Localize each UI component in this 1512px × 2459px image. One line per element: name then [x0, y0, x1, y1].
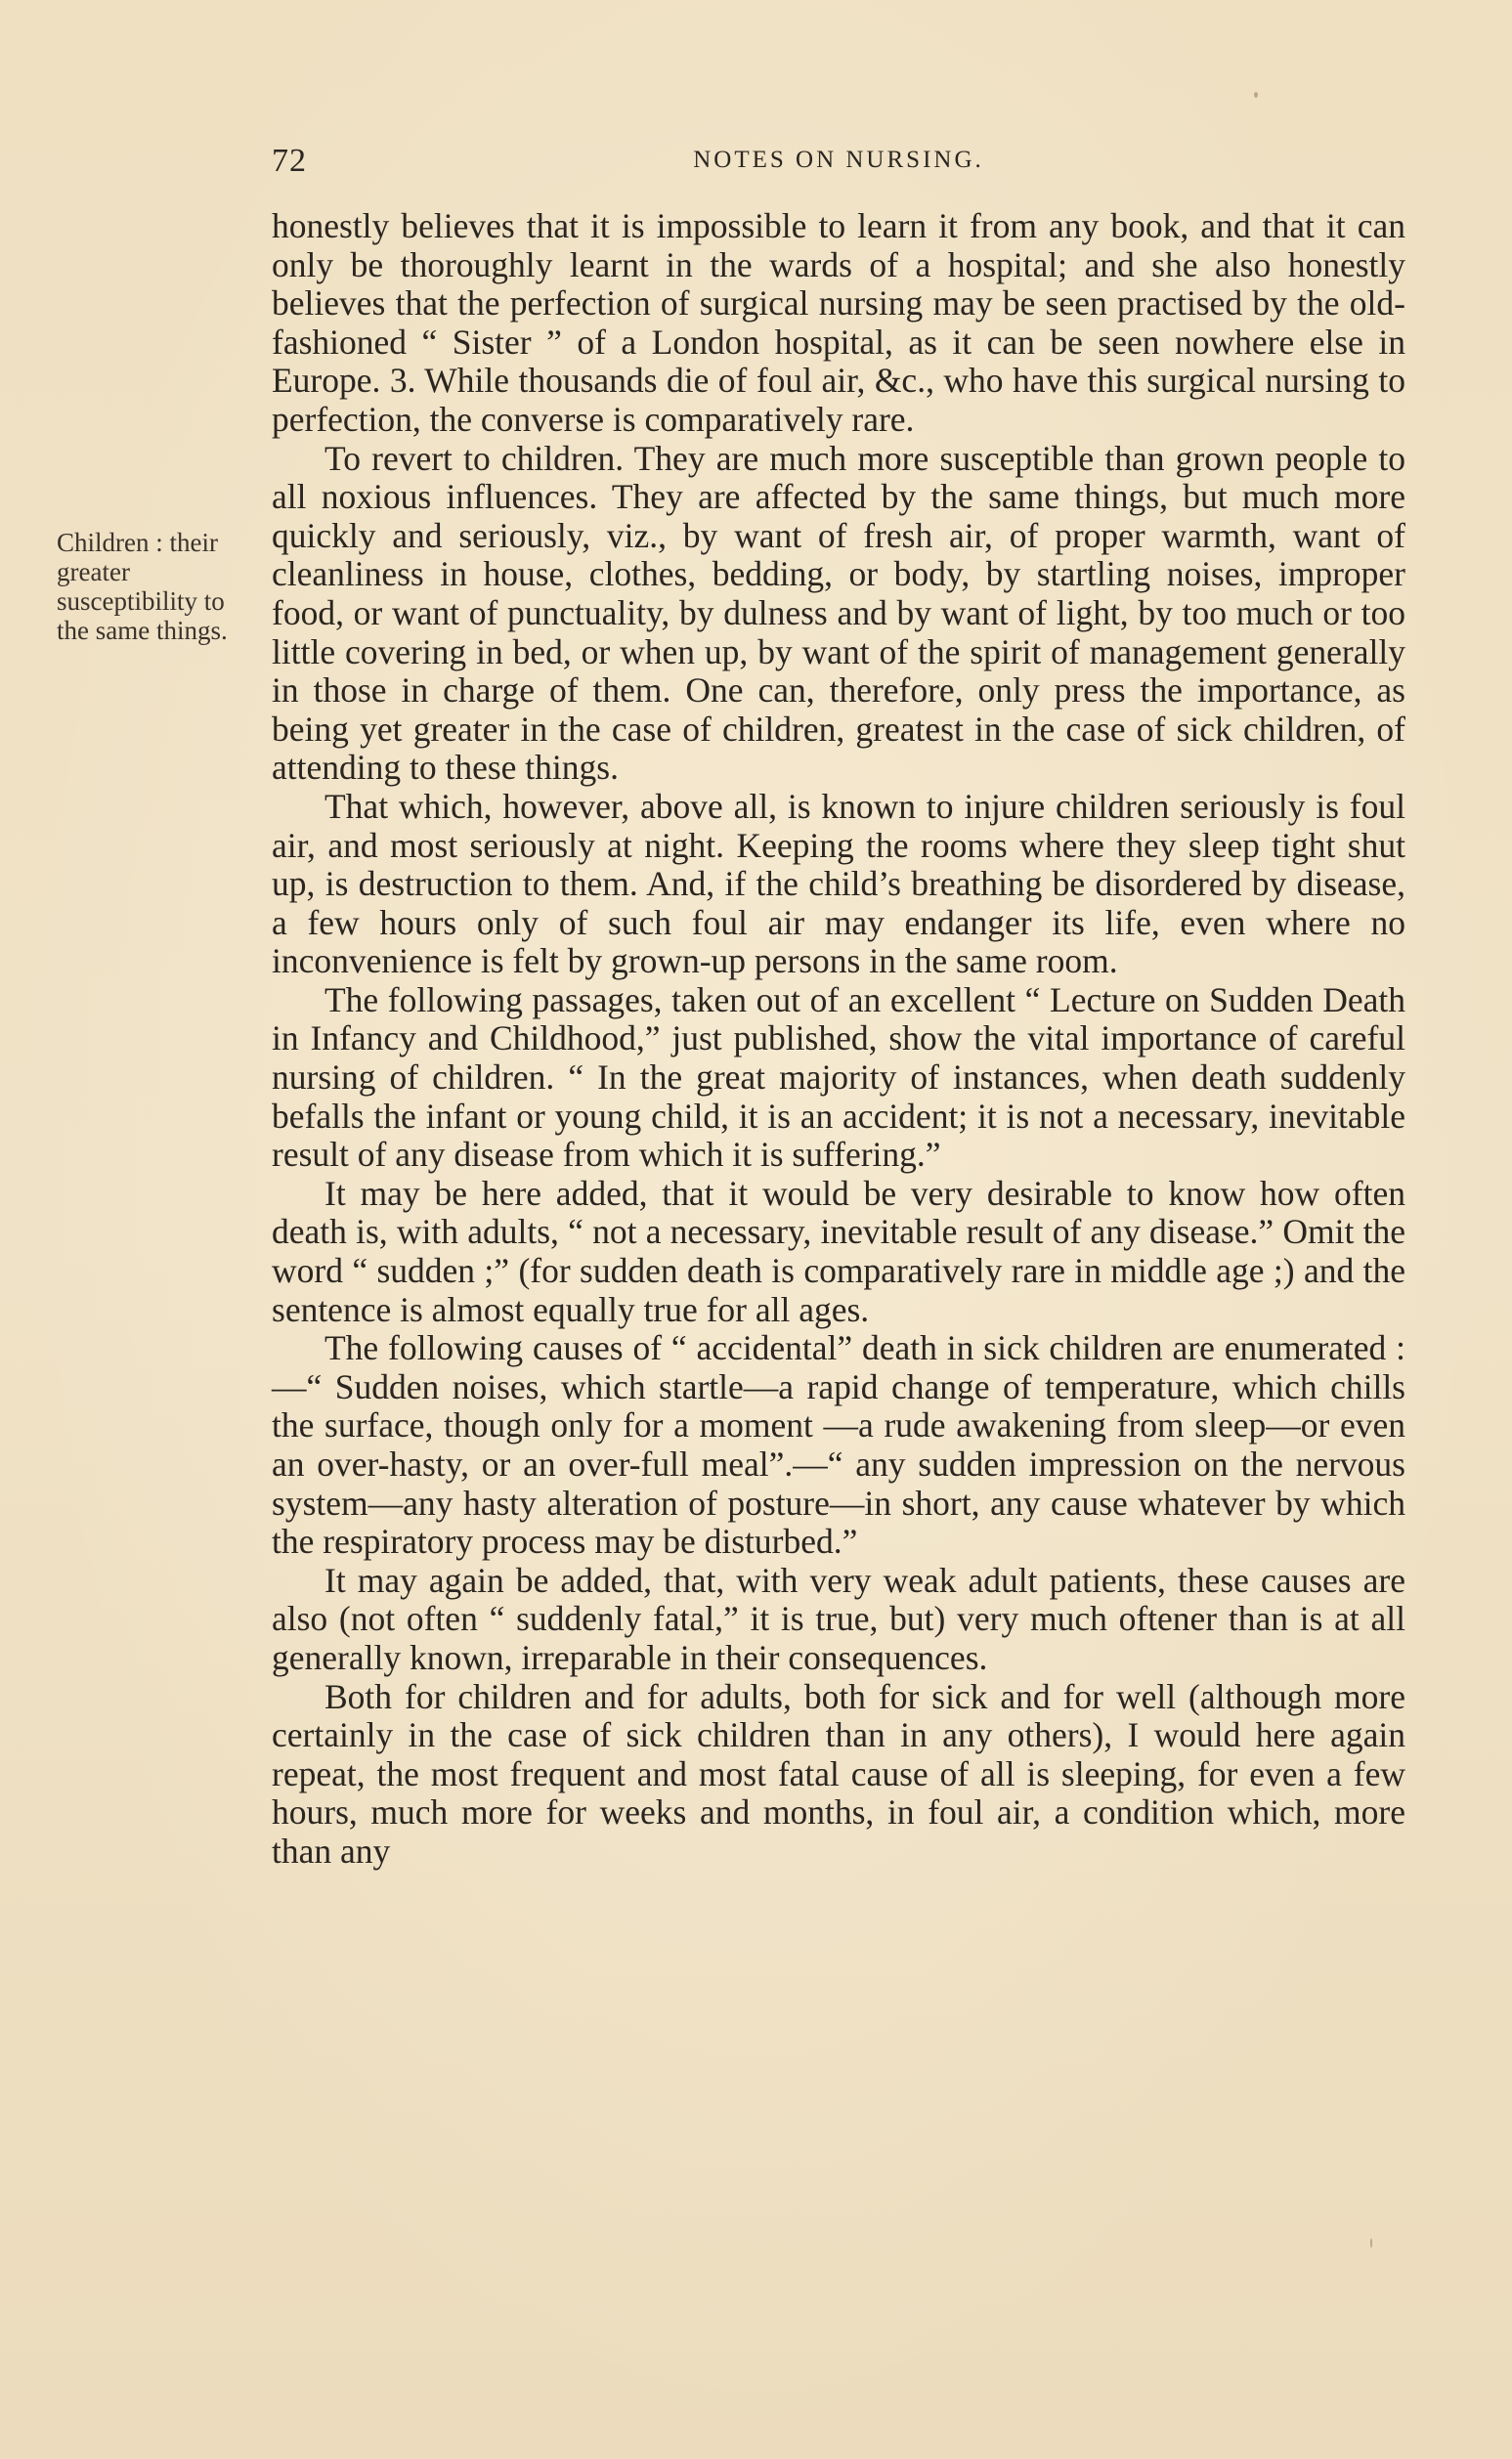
paper-speck	[1370, 2238, 1372, 2248]
paragraph: That which, however, above all, is known to injure children seriously is foul air, and most seriously at night. Keeping the rooms where they sleep tight shut up, is destruction to them. And, if the child’s breathing be disordered by disease, a few hours only of such foul air may endanger its life, even where no inconvenience is felt by grown-up persons in the same room.	[272, 786, 1405, 981]
paragraph: The following passages, taken out of an excellent “ Lecture on Sudden Death in Infancy and Childhood,” just published, show the vital importance of careful nursing of children. “ In the great majority of instances, when death suddenly befalls the infant or young child, it is an accident; it is not a necessary, inevitable result of any disease from which it is suffering.”	[272, 979, 1405, 1175]
paragraph: It may again be added, that, with very weak adult patients, these causes are also (not often “ suddenly fatal,” it is true, but) very much oftener than is at all generally known, irreparable in their consequences.	[272, 1560, 1405, 1677]
paragraph: It may be here added, that it would be very desirable to know how often death is, with adults, “ not a necessary, inevitable result of any disease.” Omit the word “ sudden ;” (for sudden death is comparatively rare in middle age ;) and the sentence is almost equally true for all ages.	[272, 1173, 1405, 1329]
running-head	[272, 143, 1405, 182]
body-text	[272, 207, 1405, 1872]
margin-note: Children : their greater susceptibility to the same things.	[57, 528, 228, 645]
paragraph: Both for children and for adults, both for sick and for well (although more certainly in the case of sick children than in any others), I would here again repeat, the most frequent and most fatal cause of all is sleeping, for even a few hours, much more for weeks and months, in foul air, a condition which, more than any	[272, 1676, 1405, 1871]
paragraph: The following causes of “ accidental” death in sick children are enumerated :—“ Sudden noises, which startle—a rapid change of temperature, which chills the surface, though only for a moment —a rude awakening from sleep—or even an over-hasty, or an over-full meal”.—“ any sudden impression on the nervous system—any hasty alteration of posture—in short, any cause whatever by which the respiratory process may be disturbed.”	[272, 1328, 1405, 1562]
page-number: 72	[272, 143, 307, 179]
paragraph: To revert to children. They are much more susceptible than grown people to all noxious influences. They are affected by the same things, but much more quickly and seriously, viz., by want of fresh air, of proper warmth, want of cleanliness in house, clothes, bedding, or body, by startling noises, improper food, or want of punctuality, by dulness and by want of light, by too much or too little covering in bed, or when up, by want of the spirit of management generally in those in charge of them. One can, therefore, only press the importance, as being yet greater in the case of children, greatest in the case of sick children, of attending to these things.	[272, 438, 1405, 788]
paper-speck	[1254, 92, 1258, 98]
running-title: NOTES ON NURSING.	[693, 147, 984, 173]
paragraph: honestly believes that it is impossible to learn it from any book, and that it can only be thoroughly learnt in the wards of a hospital; and she also honestly believes that the perfection of surgical nursing may be seen practised by the old-fashioned “ Sister ” of a London hospital, as it can be seen nowhere else in Europe. 3. While thousands die of foul air, &c., who have this surgical nursing to perfection, the converse is comparatively rare.	[272, 206, 1405, 439]
